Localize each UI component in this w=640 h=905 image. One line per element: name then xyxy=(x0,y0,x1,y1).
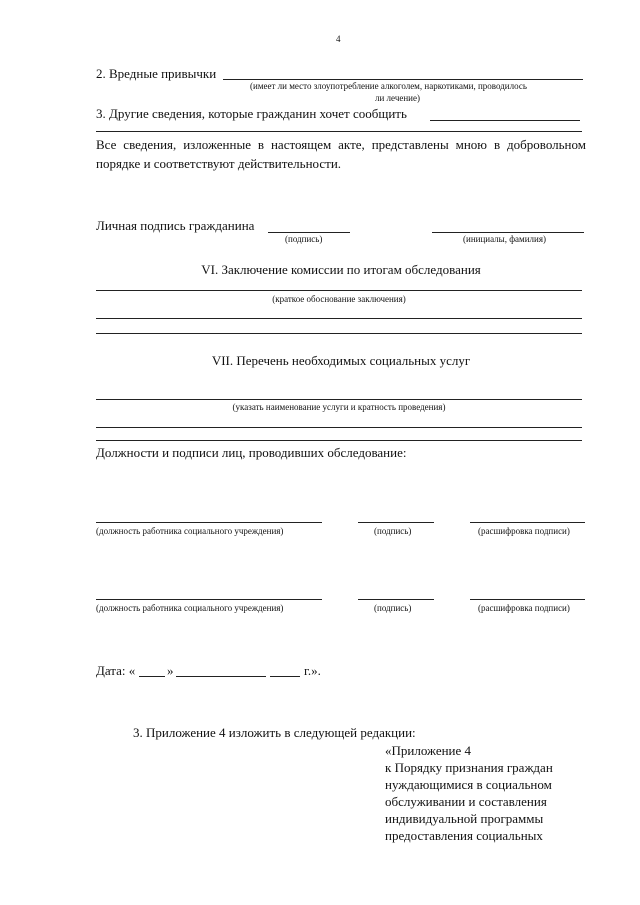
other-info-label: 3. Другие сведения, которые гражданин хочет сообщить xyxy=(96,106,407,121)
date-year-line xyxy=(270,676,300,677)
other-info-line-1 xyxy=(430,120,580,121)
section6-hint: (краткое обоснование заключения) xyxy=(272,294,406,304)
section7-hint: (указать наименование услуги и кратность проведения) xyxy=(232,402,446,412)
date-day-line xyxy=(139,676,165,677)
official-1-position-hint: (должность работника социального учреждения) xyxy=(96,526,284,536)
appendix-header-line-4: обслуживании и составления xyxy=(385,794,547,809)
habits-hint-2: ли лечение) xyxy=(375,93,420,103)
official-2-decoding-line xyxy=(470,599,585,600)
official-2-signature-hint: (подпись) xyxy=(374,603,412,613)
habits-line xyxy=(223,79,583,80)
statement-line-2: порядке и соответствуют действительности. xyxy=(96,156,342,171)
amendment-text: 3. Приложение 4 изложить в следующей редакции: xyxy=(133,725,416,740)
citizen-name-hint: (инициалы, фамилия) xyxy=(463,234,546,244)
statement-line-1: Все сведения, изложенные в настоящем акте, представлены мною в добровольном xyxy=(96,137,586,152)
citizen-signature-line xyxy=(268,232,350,233)
appendix-header-line-2: к Порядку признания граждан xyxy=(385,760,553,775)
date-prefix: Дата: « xyxy=(96,663,136,678)
date-month-line xyxy=(176,676,266,677)
citizen-signature-hint: (подпись) xyxy=(285,234,323,244)
officials-label: Должности и подписи лиц, проводивших обследование: xyxy=(96,445,407,460)
date-year-suffix: г.». xyxy=(304,663,321,678)
section6-line-2 xyxy=(96,318,582,319)
official-1-signature-line xyxy=(358,522,434,523)
section6-line-1 xyxy=(96,290,582,291)
page-number: 4 xyxy=(336,34,341,44)
official-1-signature-hint: (подпись) xyxy=(374,526,412,536)
appendix-header-line-3: нуждающимися в социальном xyxy=(385,777,552,792)
appendix-header-line-6: предоставления социальных xyxy=(385,828,543,843)
official-1-position-line xyxy=(96,522,322,523)
other-info-line-2 xyxy=(96,131,582,132)
section7-line-2 xyxy=(96,427,582,428)
official-1-decoding-line xyxy=(470,522,585,523)
section6-line-3 xyxy=(96,333,582,334)
official-2-decoding-hint: (расшифровка подписи) xyxy=(478,603,570,613)
section7-line-3 xyxy=(96,440,582,441)
habits-hint-1: (имеет ли место злоупотребление алкоголем, наркотиками, проводилось xyxy=(250,81,527,91)
date-quote-close: » xyxy=(167,663,174,678)
section7-line-1 xyxy=(96,399,582,400)
citizen-name-line xyxy=(432,232,584,233)
citizen-signature-label: Личная подпись гражданина xyxy=(96,218,255,233)
official-1-decoding-hint: (расшифровка подписи) xyxy=(478,526,570,536)
official-2-position-hint: (должность работника социального учреждения) xyxy=(96,603,284,613)
official-2-signature-line xyxy=(358,599,434,600)
section6-title: VI. Заключение комиссии по итогам обследования xyxy=(201,262,481,277)
appendix-header-line-5: индивидуальной программы xyxy=(385,811,544,826)
habits-label: 2. Вредные привычки xyxy=(96,66,217,81)
official-2-position-line xyxy=(96,599,322,600)
appendix-header-line-1: «Приложение 4 xyxy=(385,743,472,758)
section7-title: VII. Перечень необходимых социальных услуг xyxy=(211,353,471,368)
